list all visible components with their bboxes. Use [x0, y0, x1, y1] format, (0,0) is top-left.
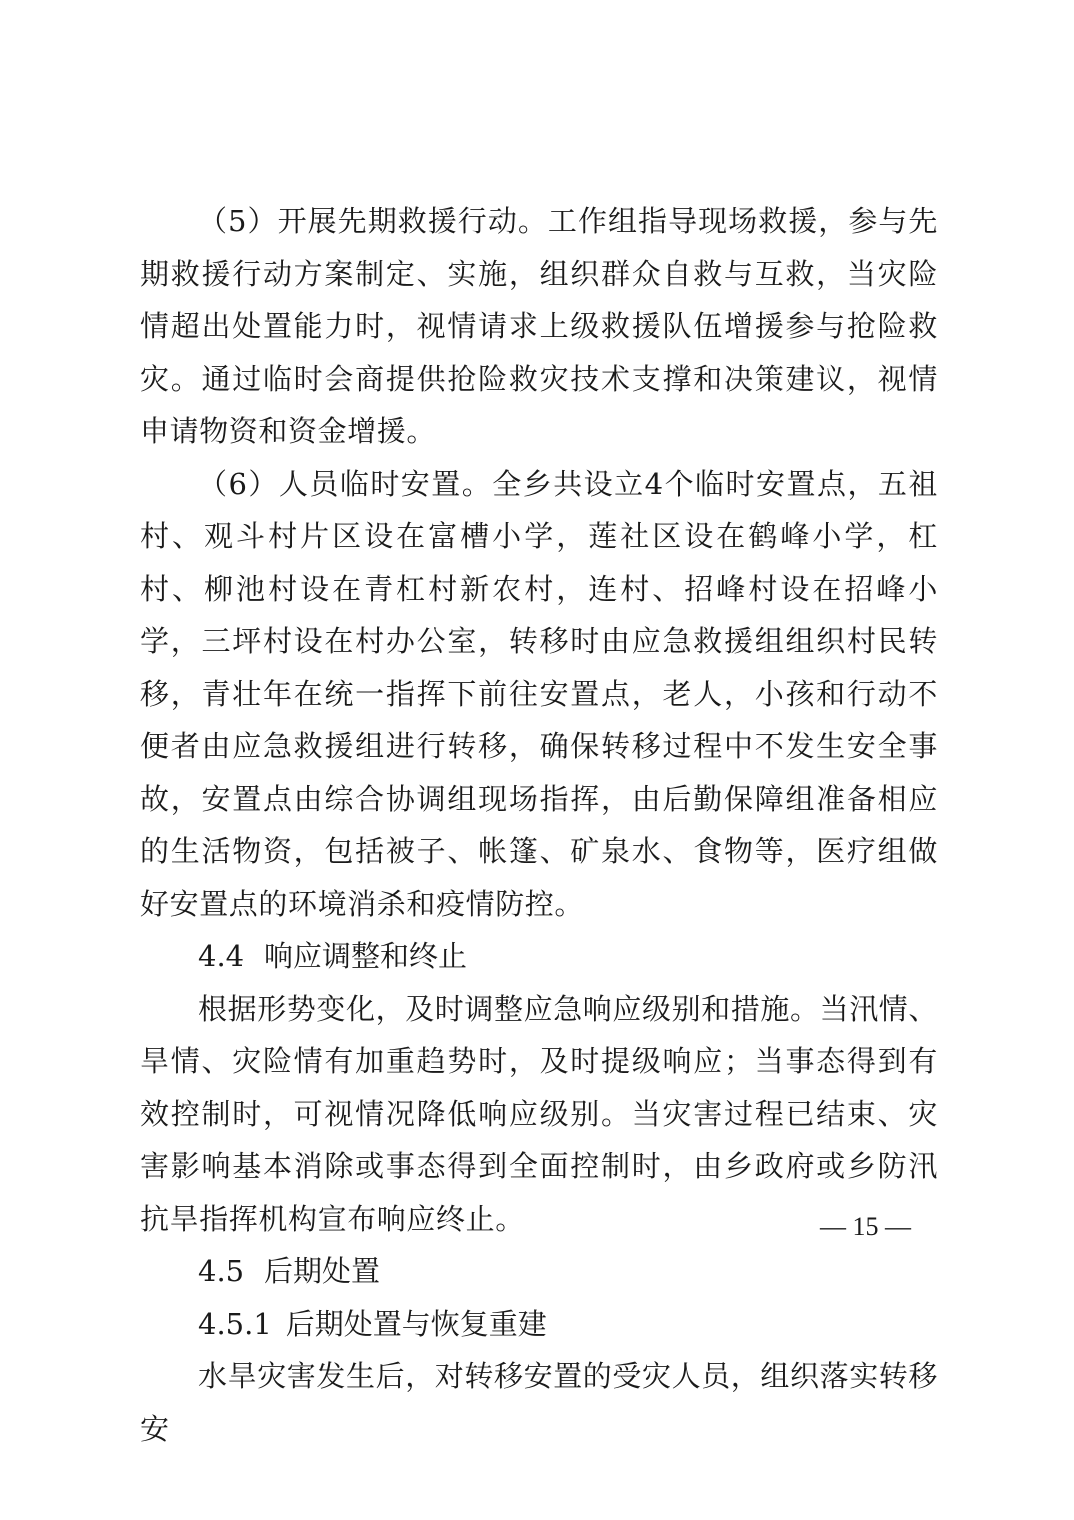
- document-body: [140, 195, 938, 1455]
- section-heading-4-4: [140, 930, 938, 983]
- section-title: 响应调整和终止: [264, 939, 468, 973]
- section-title: 后期处置与恢复重建: [285, 1306, 547, 1341]
- paragraph-advance-rescue: （5）开展先期救援行动。工作组指导现场救援，参与先期救援行动方案制定、实施，组织群众自救与互救，当灾险情超出处置能力时，视情请求上级救援队伍增援参与抢险救灾。通过临时会商提供抢险救灾技术支撑和决策建议，视情申请物资和资金增援。: [140, 204, 938, 448]
- section-title: 后期处置: [264, 1254, 381, 1288]
- section-heading-4-5-1: [140, 1298, 938, 1351]
- section-number: 4.5.1: [198, 1306, 272, 1341]
- section-heading-4-5: [140, 1245, 938, 1298]
- page-number: — 15 —: [820, 1212, 911, 1241]
- paragraph-temporary-resettlement: （6）人员临时安置。全乡共设立4个临时安置点，五祖村、观斗村片区设在富槽小学，莲社区设在鹤峰小学，杠村、柳池村设在青杠村新农村，连村、招峰村设在招峰小学，三坪村设在村办公室，转移时由应急救援组组织村民转移，青壮年在统一指挥下前往安置点，老人，小孩和行动不便者由应急救援组进行转移，确保转移过程中不发生安全事故，安置点由综合协调组现场指挥，由后勤保障组准备相应的生活物资，包括被子、帐篷、矿泉水、食物等，医疗组做好安置点的环境消杀和疫情防控。: [140, 466, 938, 921]
- paragraph-post-disaster: 水旱灾害发生后，对转移安置的受灾人员，组织落实转移安: [140, 1359, 939, 1446]
- paragraph-response-adjustment: 根据形势变化，及时调整应急响应级别和措施。当汛情、旱情、灾险情有加重趋势时，及时提级响应；当事态得到有效控制时，可视情况降低响应级别。当灾害过程已结束、灾害影响基本消除或事态得到全面控制时，由乡政府或乡防汛抗旱指挥机构宣布响应终止。: [140, 991, 939, 1236]
- section-number: 4.4: [198, 939, 245, 973]
- section-number: 4.5: [198, 1254, 245, 1288]
